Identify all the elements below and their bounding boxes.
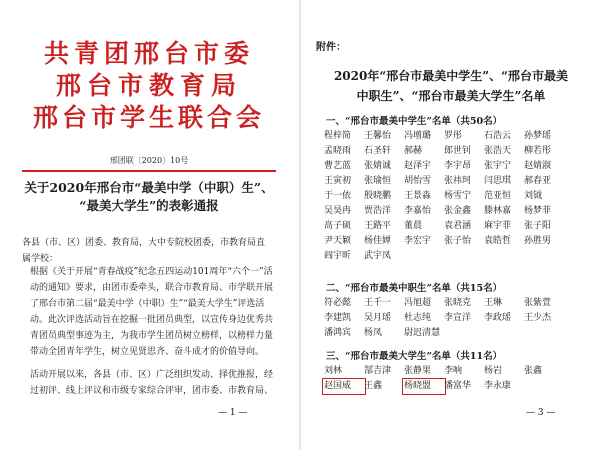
awardee-name: 罗彤 xyxy=(444,131,463,141)
awardee-name-highlighted: 杨晓盟 xyxy=(404,380,444,393)
awardee-name: 潘鸿宾 xyxy=(324,328,352,338)
awardee-name: 赵泽宇 xyxy=(404,161,432,171)
list-title-line-2: 中职生”、“邢台市最美大学生”名单 xyxy=(356,89,546,103)
awardee-name: 王景淼 xyxy=(404,191,432,201)
awardee-name: 杨凤 xyxy=(364,328,383,338)
awardee-name: 张祎珂 xyxy=(444,176,472,186)
addressee-paragraph: 各县（市、区）团委、教育局，大中专院校团委，市教育局直属学校： xyxy=(22,238,266,264)
name-list-middle-school xyxy=(324,130,564,263)
awardee-name: 赵婧淑 xyxy=(524,161,552,171)
awardee-name: 张子怡 xyxy=(444,236,472,246)
awardee-name: 于一依 xyxy=(324,191,352,201)
awardee-name: 胡怡雪 xyxy=(404,176,432,186)
awardee-name: 殷晓鹏 xyxy=(364,191,392,201)
attachment-page xyxy=(302,0,600,450)
awardee-name: 贾浩洋 xyxy=(364,206,392,216)
notice-page xyxy=(0,0,298,450)
section-heading-university: 三、“邢台市最美大学生”名单（共11名） xyxy=(326,351,503,362)
awardee-name: 李建凯 xyxy=(324,313,352,323)
awardee-name: 王琳 xyxy=(484,298,503,308)
awardee-name: 程梓简 xyxy=(324,131,352,141)
awardee-name: 高子硕 xyxy=(324,221,352,231)
issuer-education-bureau: 邢台市教育局 xyxy=(55,71,242,100)
notice-title-line-1: 关于2020年邢台市“最美中学（中职）生”、 xyxy=(24,180,274,195)
awardee-name: 王少杰 xyxy=(524,313,552,323)
awardee-name: 张婧诚 xyxy=(364,161,392,171)
page-gap xyxy=(299,0,301,450)
body-paragraph-1: 根据《关于开展“青春战疫”纪念五四运动101周年“六个一”活动的通知》要求，由团市委牵头，联合市教育局、市学联开展了邢台市第二届“最美中学（中职）生”“最美大学生”评选活动。此次评选活动旨在挖掘一批团员典型，以宣传身边优秀共青团员典型事迹为主，为我市学生团员树立榜样，以榜样力量带动全团青年学生，树立见贤思齐、奋斗成才的价值导向。 xyxy=(30,267,274,357)
awardee-name: 李宏宇 xyxy=(404,236,432,246)
awardee-name: 柳若彤 xyxy=(524,146,552,156)
body-paragraph-2: 活动开展以来，各县（市、区）广泛组织发动、择优推报，经过初评、线上评议和市级专家综合评审，团市委、市教育局、 xyxy=(30,370,274,396)
awardee-name: 冯增璐 xyxy=(404,131,432,141)
section-heading-middle-school: 一、“邢台市最美中学生”名单（共50名） xyxy=(326,116,503,127)
name-list-university xyxy=(324,365,564,393)
awardee-name: 吴昊冉 xyxy=(324,206,352,216)
awardee-name: 石浩云 xyxy=(484,131,512,141)
awardee-name: 武宇凤 xyxy=(364,251,392,261)
awardee-name: 张静果 xyxy=(404,366,432,376)
awardee-name: 郝春亚 xyxy=(524,176,552,186)
awardee-name: 李宣洋 xyxy=(444,313,472,323)
awardee-name: 冯旭超 xyxy=(404,298,432,308)
awardee-name: 王寅初 xyxy=(324,176,352,186)
awardee-name: 孙胜男 xyxy=(524,236,552,246)
awardee-name: 孟晓雨 xyxy=(324,146,352,156)
awardee-name: 王鑫 xyxy=(364,381,383,391)
awardee-name: 董晨 xyxy=(404,221,423,231)
awardee-name: 袁皓哲 xyxy=(484,236,512,246)
awardee-name: 杨岩 xyxy=(484,366,503,376)
awardee-name: 郎世钊 xyxy=(444,146,472,156)
awardee-name: 吴月瑶 xyxy=(364,313,392,323)
awardee-name: 李响 xyxy=(444,366,463,376)
awardee-name: 滕林嘉 xyxy=(484,206,512,216)
awardee-name: 李政瑶 xyxy=(484,313,512,323)
awardee-name: 刘钺 xyxy=(524,191,543,201)
awardee-name-highlighted: 赵国威 xyxy=(324,380,364,393)
page-number: — 3 — xyxy=(526,408,556,418)
awardee-name: 张瑜恒 xyxy=(364,176,392,186)
awardee-name: 王千一 xyxy=(364,298,392,308)
name-list-vocational xyxy=(324,297,564,340)
notice-title-line-2: “最美大学生”的表彰通报 xyxy=(79,198,219,213)
awardee-name: 张浩天 xyxy=(484,146,512,156)
awardee-name: 石圣轩 xyxy=(364,146,392,156)
awardee-name: 尹天颖 xyxy=(324,236,352,246)
awardee-name: 张子阳 xyxy=(524,221,552,231)
awardee-name: 张晓克 xyxy=(444,298,472,308)
awardee-name: 郜吉津 xyxy=(364,366,392,376)
awardee-name: 符必懿 xyxy=(324,298,352,308)
awardee-name: 李宇昂 xyxy=(444,161,472,171)
awardee-name: 王路平 xyxy=(364,221,392,231)
awardee-name: 张宇宁 xyxy=(484,161,512,171)
issuer-youth-league: 共青团邢台市委 xyxy=(43,39,254,68)
awardee-name: 杜志纯 xyxy=(404,313,432,323)
document-number: 邢团联〔2020〕10号 xyxy=(109,156,189,165)
section-heading-vocational: 二、“邢台市最美中职生”名单（共15名） xyxy=(326,283,503,294)
awardee-name: 郝赫 xyxy=(404,146,423,156)
awardee-name: 潘富华 xyxy=(444,381,472,391)
awardee-name: 王馨怡 xyxy=(364,131,392,141)
list-title-line-1: 2020年“邢台市最美中学生”、“邢台市最美 xyxy=(333,69,569,83)
awardee-name: 曹艺蓝 xyxy=(324,161,352,171)
awardee-name: 孙梦瑶 xyxy=(524,131,552,141)
awardee-name: 杨佳婵 xyxy=(364,236,392,246)
awardee-name: 刘林 xyxy=(324,366,343,376)
red-divider-line xyxy=(22,170,276,172)
awardee-name: 杨雪宁 xyxy=(444,191,472,201)
attachment-label: 附件： xyxy=(316,42,346,53)
awardee-name: 张金鑫 xyxy=(444,206,472,216)
awardee-name: 袁君涵 xyxy=(444,221,472,231)
awardee-name: 麻宇菲 xyxy=(484,221,512,231)
awardee-name: 杨梦菲 xyxy=(524,206,552,216)
awardee-name: 范亚恒 xyxy=(484,191,512,201)
awardee-name: 闫思琪 xyxy=(484,176,512,186)
awardee-name: 阎宇昕 xyxy=(324,251,352,261)
awardee-name: 李嘉怡 xyxy=(404,206,432,216)
issuer-student-union: 邢台市学生联合会 xyxy=(32,103,265,132)
awardee-name: 尉迟清慧 xyxy=(404,328,441,338)
awardee-name: 张紫萱 xyxy=(524,298,552,308)
page-number: — 1 — xyxy=(218,408,248,418)
awardee-name: 李永康 xyxy=(484,381,512,391)
awardee-name: 张鑫 xyxy=(524,366,543,376)
